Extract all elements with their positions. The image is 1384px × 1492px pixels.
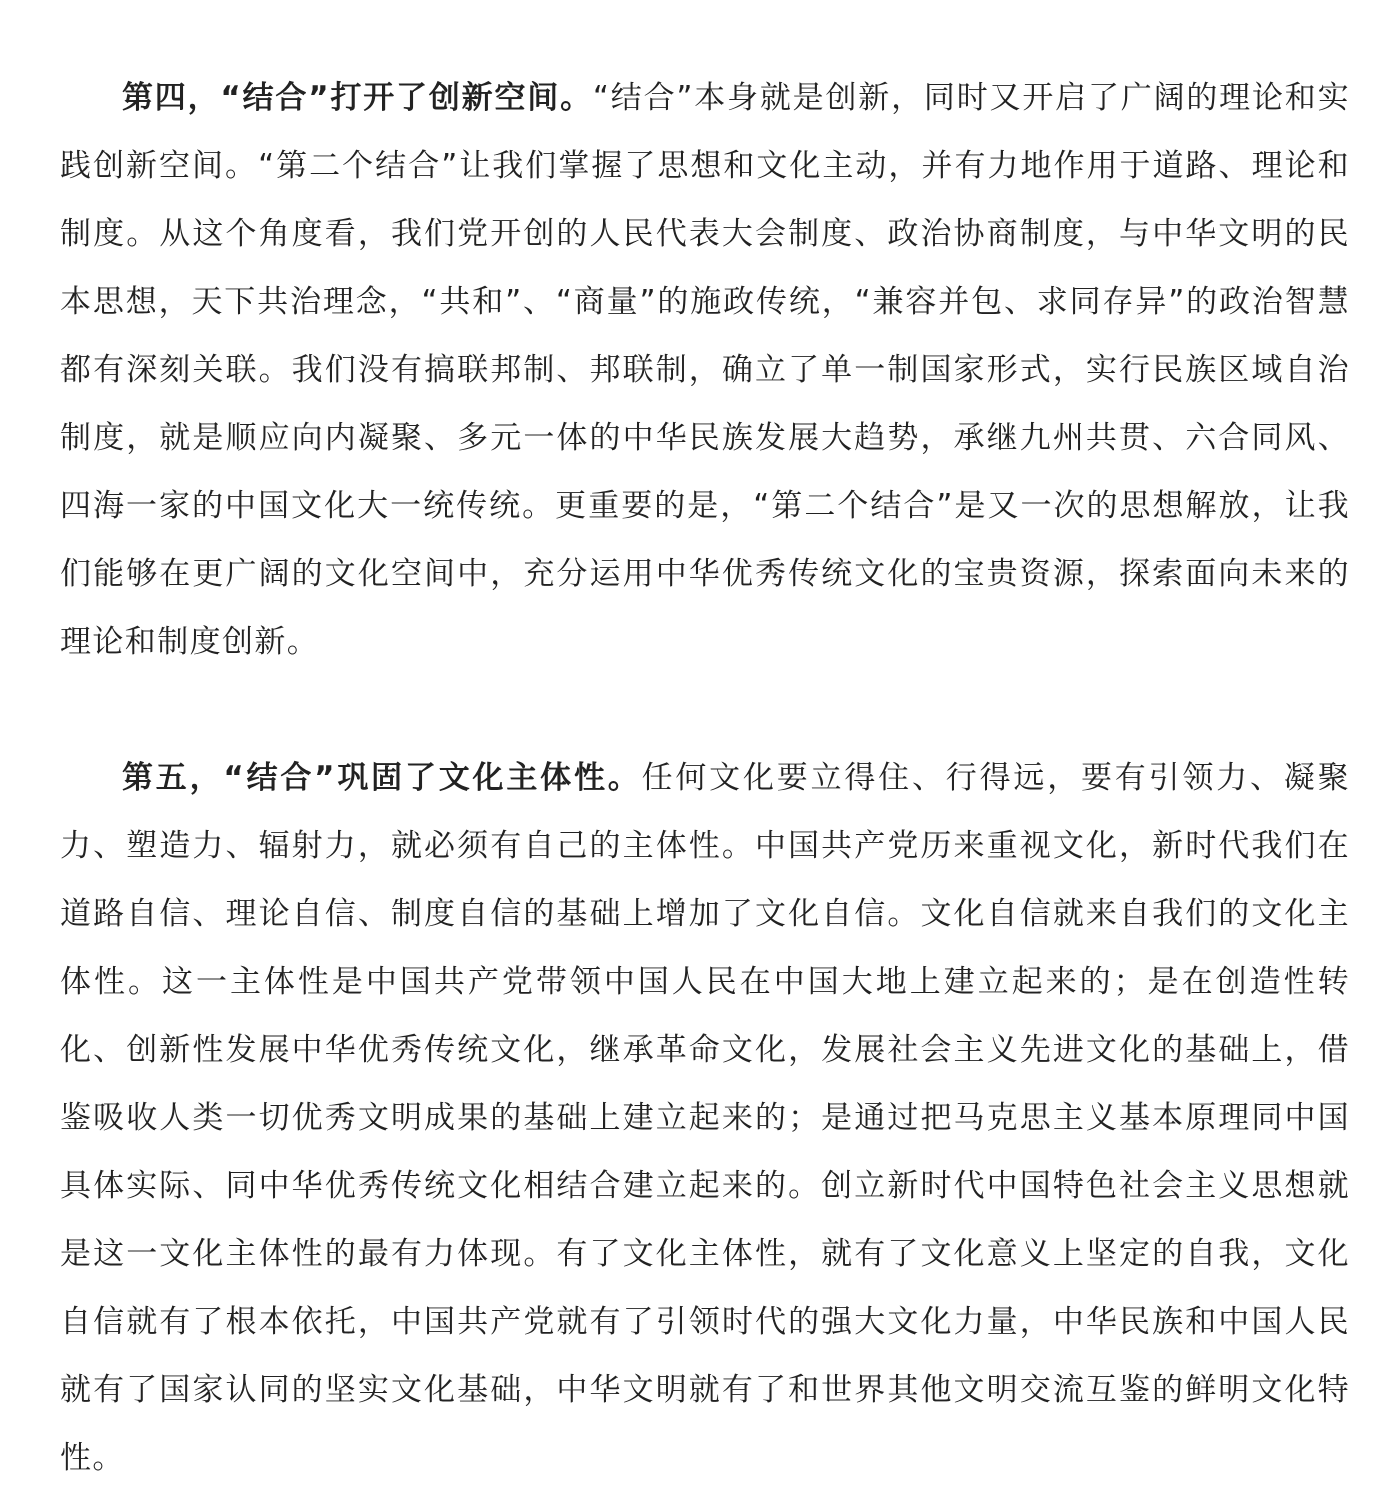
paragraph-text: “结合”本身就是创新，同时又开启了广阔的理论和实践创新空间。“第二个结合”让我们掌握了思想和文化主动，并有力地作用于道路、理论和制度。从这个角度看，我们党开创的人民代表大会制度、政治协商制度，与中华文明的民本思想，天下共治理念，“共和”、“商量”的施政传统，“兼容并包、求同存异”的政治智慧都有深刻关联。我们没有搞联邦制、邦联制，确立了单一制国家形式，实行民族区域自治制度，就是顺应向内凝聚、多元一体的中华民族发展大趋势，承继九州共贯、六合同风、四海一家的中国文化大一统传统。更重要的是，“第二个结合”是又一次的思想解放，让我们能够在更广阔的文化空间中，充分运用中华优秀传统文化的宝贵资源，探索面向未来的理论和制度创新。 <box>60 80 1351 660</box>
article-body <box>60 64 1350 1492</box>
paragraph-fifth <box>60 744 1350 1492</box>
paragraph-fourth <box>60 64 1350 676</box>
paragraph-lead: 第四，“结合”打开了创新空间。 <box>122 80 593 116</box>
paragraph-text: 任何文化要立得住、行得远，要有引领力、凝聚力、塑造力、辐射力，就必须有自己的主体性。中国共产党历来重视文化，新时代我们在道路自信、理论自信、制度自信的基础上增加了文化自信。文化自信就来自我们的文化主体性。这一主体性是中国共产党带领中国人民在中国大地上建立起来的；是在创造性转化、创新性发展中华优秀传统文化，继承革命文化，发展社会主义先进文化的基础上，借鉴吸收人类一切优秀文明成果的基础上建立起来的；是通过把马克思主义基本原理同中国具体实际、同中华优秀传统文化相结合建立起来的。创立新时代中国特色社会主义思想就是这一文化主体性的最有力体现。有了文化主体性，就有了文化意义上坚定的自我，文化自信就有了根本依托，中国共产党就有了引领时代的强大文化力量，中华民族和中国人民就有了国家认同的坚实文化基础，中华文明就有了和世界其他文明交流互鉴的鲜明文化特性。 <box>60 760 1350 1476</box>
paragraph-lead: 第五，“结合”巩固了文化主体性。 <box>122 760 642 796</box>
